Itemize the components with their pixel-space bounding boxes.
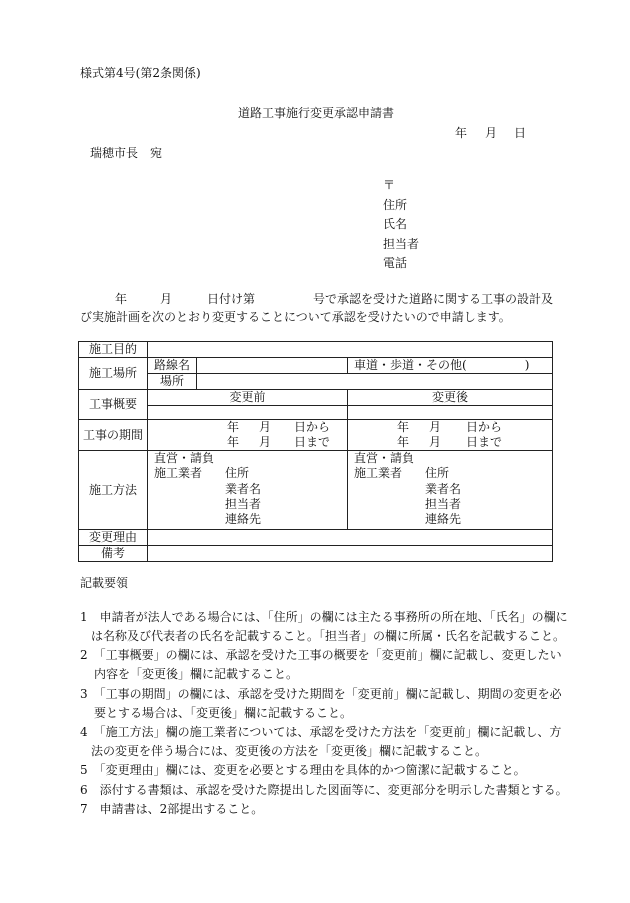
method-after-company: 業者名 <box>425 482 462 496</box>
period-before-from-month: 月 <box>259 420 272 434</box>
postal-mark: 〒 <box>383 178 396 192</box>
reason-value-cell[interactable] <box>148 530 553 546</box>
note-line: 法の変更を伴う場合には、変更後の方法を「変更後」欄に記載すること。 <box>91 744 488 758</box>
date-year: 年 <box>455 126 468 140</box>
summary-after-cell[interactable] <box>348 406 553 420</box>
applicant-name-label: 氏名 <box>383 217 408 231</box>
summary-label: 工事概要 <box>79 390 148 420</box>
method-after-address: 住所 <box>425 466 450 480</box>
period-before-to-year: 年 <box>227 435 240 449</box>
addressee: 瑞穂市長 宛 <box>90 146 163 160</box>
note-line: 1 申請者が法人である場合には、「住所」の欄には主たる事務所の所在地、「氏名」の欄に <box>80 610 568 624</box>
period-label: 工事の期間 <box>79 420 148 451</box>
period-after-from-month: 月 <box>429 420 442 434</box>
body-month: 月 <box>160 292 173 306</box>
period-before-to-month: 月 <box>259 435 272 449</box>
summary-before-header: 変更前 <box>148 390 348 406</box>
date-month: 月 <box>485 126 498 140</box>
period-after-to-day: 日まで <box>466 435 503 449</box>
period-after-from-year: 年 <box>397 420 410 434</box>
location-label: 施工場所 <box>79 358 148 390</box>
road-type-options: 車道・歩道・その他( <box>354 358 467 372</box>
note-line: 5 「変更理由」欄には、変更を必要とする理由を具体的かつ箇潔に記載すること。 <box>80 763 526 777</box>
note-line: 7 申請書は、2部提出すること。 <box>80 802 264 816</box>
method-after-person: 担当者 <box>425 497 462 511</box>
period-before-from-day: 日から <box>294 420 331 434</box>
note-line: 要とする場合は、「変更後」欄に記載すること。 <box>94 706 353 720</box>
purpose-value-cell[interactable] <box>148 342 553 358</box>
period-after-to-month: 月 <box>429 435 442 449</box>
method-before-contact: 連絡先 <box>225 512 262 526</box>
method-before-company: 業者名 <box>225 482 262 496</box>
summary-after-header: 変更後 <box>348 390 553 406</box>
place-value-cell[interactable] <box>197 374 553 390</box>
place-label: 場所 <box>148 374 197 390</box>
form-number: 様式第4号(第2条関係) <box>80 66 201 80</box>
reason-label: 変更理由 <box>79 530 148 546</box>
body-year: 年 <box>115 292 128 306</box>
body-date-prefix: 日付け第 <box>207 292 256 306</box>
method-before-type: 直営・請負 <box>154 451 215 465</box>
remarks-label: 備考 <box>79 546 148 562</box>
note-line: は名称及び代表者の氏名を記載すること。「担当者」の欄に所属・氏名を記載すること。 <box>91 629 566 643</box>
body-line2: び実施計画を次のとおり変更することについて承認を受けたいので申請します。 <box>80 310 511 324</box>
road-name-value-cell[interactable] <box>197 358 348 374</box>
method-after-type: 直営・請負 <box>354 451 415 465</box>
period-after-from-day: 日から <box>466 420 503 434</box>
method-after-contractor: 施工業者 <box>354 466 403 480</box>
period-after-to-year: 年 <box>397 435 410 449</box>
purpose-label: 施工目的 <box>79 342 148 358</box>
road-type-cell[interactable] <box>348 358 553 374</box>
date-day: 日 <box>514 126 527 140</box>
road-name-label: 路線名 <box>148 358 197 374</box>
summary-before-cell[interactable] <box>148 406 348 420</box>
period-before-to-day: 日まで <box>294 435 331 449</box>
road-type-close: ) <box>524 358 530 372</box>
applicant-address-label: 住所 <box>383 198 408 212</box>
period-after-cell[interactable] <box>348 420 553 451</box>
method-after-contact: 連絡先 <box>425 512 462 526</box>
applicant-phone-label: 電話 <box>383 256 408 270</box>
period-before-from-year: 年 <box>227 420 240 434</box>
note-line: 3 「工事の期間」の欄には、承認を受けた期間を「変更前」欄に記載し、期間の変更を必 <box>80 687 562 701</box>
method-before-contractor: 施工業者 <box>154 466 203 480</box>
method-before-address: 住所 <box>225 466 250 480</box>
note-line: 6 添付する書類は、承認を受けた際提出した図面等に、変更部分を明示した書類とする。 <box>80 783 568 797</box>
period-before-cell[interactable] <box>148 420 348 451</box>
method-after-cell[interactable] <box>348 451 553 530</box>
body-line1-rest: 号で承認を受けた道路に関する工事の設計及 <box>313 292 554 306</box>
applicant-contact-person-label: 担当者 <box>383 237 420 251</box>
notes-heading: 記載要領 <box>80 576 129 590</box>
document-title: 道路工事施行変更承認申請書 <box>238 106 395 120</box>
method-before-person: 担当者 <box>225 497 262 511</box>
note-line: 2 「工事概要」の欄には、承認を受けた工事の概要を「変更前」欄に記載し、変更したい <box>80 648 562 662</box>
note-line: 4 「施工方法」欄の施工業者については、承認を受けた方法を「変更前」欄に記載し、方 <box>80 725 562 739</box>
method-label: 施工方法 <box>79 451 148 530</box>
application-table <box>78 341 553 562</box>
method-before-cell[interactable] <box>148 451 348 530</box>
note-line: 内容を「変更後」欄に記載すること。 <box>94 667 299 681</box>
remarks-value-cell[interactable] <box>148 546 553 562</box>
